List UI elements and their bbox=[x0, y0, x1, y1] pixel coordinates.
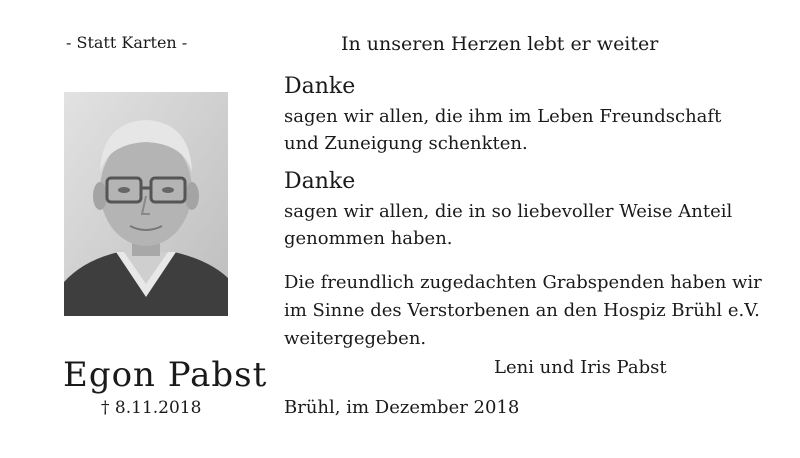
death-date: † 8.11.2018 bbox=[101, 398, 202, 418]
portrait-photo bbox=[64, 92, 228, 316]
thanks-1-line-2: und Zuneigung schenkten. bbox=[284, 133, 528, 154]
statt-karten-note: - Statt Karten - bbox=[66, 33, 188, 52]
thanks-heading-2: Danke bbox=[284, 169, 356, 194]
portrait-illustration bbox=[64, 92, 228, 316]
thanks-2-line-2: genommen haben. bbox=[284, 228, 453, 249]
thanks-2-line-1: sagen wir allen, die in so liebevoller Weise Anteil bbox=[284, 201, 733, 222]
motto-line: In unseren Herzen lebt er weiter bbox=[341, 33, 659, 55]
donation-line-1: Die freundlich zugedachten Grabspenden haben wir bbox=[284, 272, 762, 293]
signatories: Leni und Iris Pabst bbox=[494, 357, 667, 378]
place-and-date: Brühl, im Dezember 2018 bbox=[284, 397, 520, 418]
thanks-heading-1: Danke bbox=[284, 74, 356, 99]
donation-line-3: weitergegeben. bbox=[284, 328, 427, 349]
thanks-1-line-1: sagen wir allen, die ihm im Leben Freundschaft bbox=[284, 106, 722, 127]
deceased-name: Egon Pabst bbox=[63, 355, 268, 395]
donation-line-2: im Sinne des Verstorbenen an den Hospiz Brühl e.V. bbox=[284, 300, 760, 321]
